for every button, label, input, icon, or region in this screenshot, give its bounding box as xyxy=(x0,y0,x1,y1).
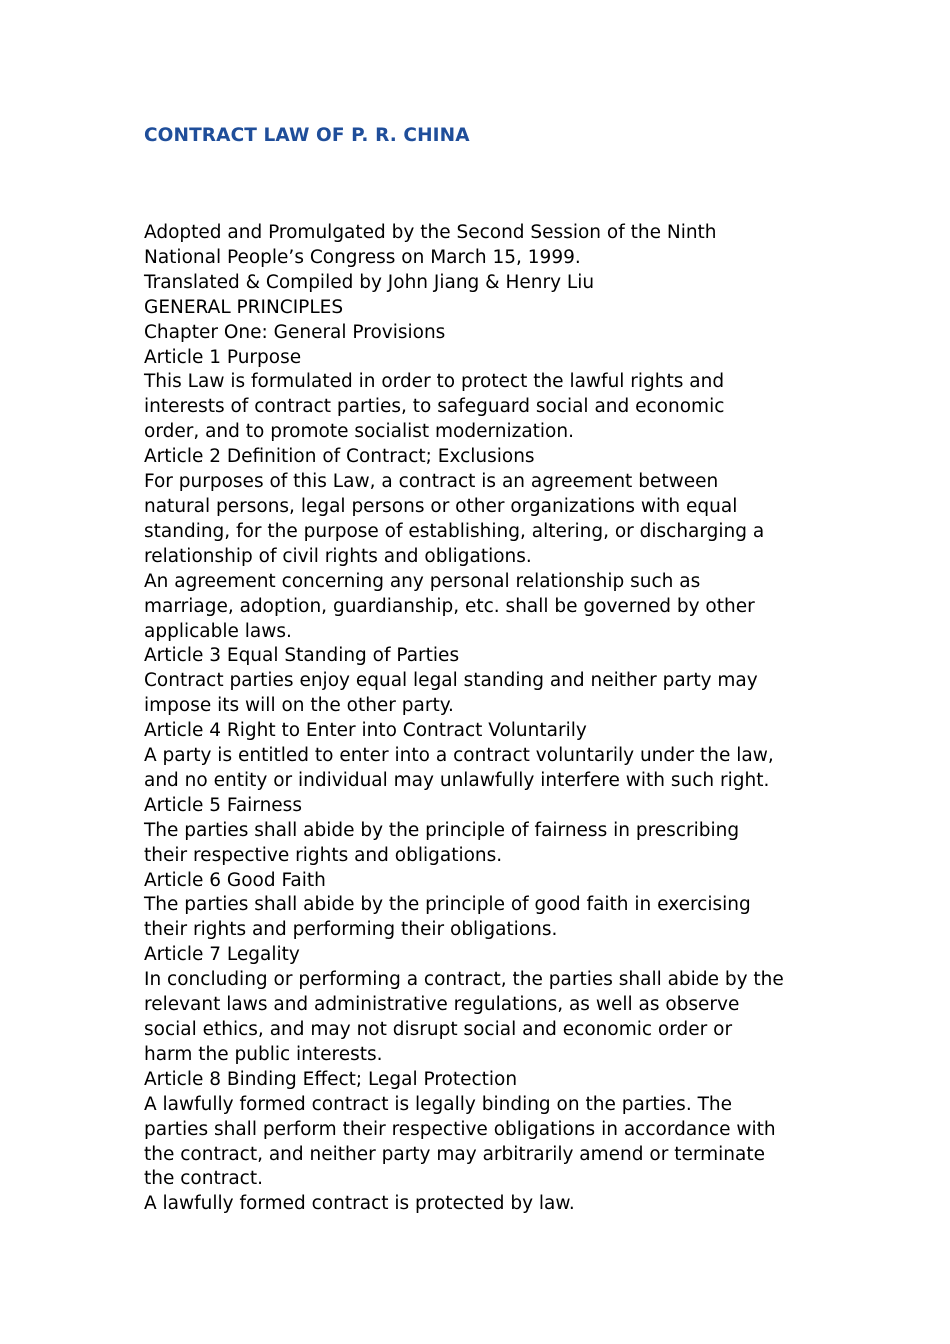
article-heading: Article 2 Definition of Contract; Exclusions xyxy=(144,446,535,468)
article-heading: Article 3 Equal Standing of Parties xyxy=(144,645,460,667)
text-line: This Law is formulated in order to protect the lawful rights and xyxy=(144,371,725,393)
text-line: relationship of civil rights and obligations. xyxy=(144,545,532,567)
text-line: relevant laws and administrative regulations, as well as observe xyxy=(144,994,740,1016)
chapter-heading: Chapter One: General Provisions xyxy=(144,321,446,343)
text-line: social ethics, and may not disrupt social and economic order or xyxy=(144,1019,733,1040)
section-heading: GENERAL PRINCIPLES xyxy=(144,296,344,318)
article-heading: Article 8 Binding Effect; Legal Protection xyxy=(144,1068,518,1090)
text-line: Contract parties enjoy equal legal standing and neither party may xyxy=(144,670,758,692)
text-line: parties shall perform their respective obligations in accordance with xyxy=(144,1118,776,1140)
text-line: standing, for the purpose of establishing, altering, or discharging a xyxy=(144,520,765,542)
article-heading: Article 5 Fairness xyxy=(144,794,302,816)
article-heading: Article 7 Legality xyxy=(144,944,300,966)
document-body xyxy=(144,221,824,1217)
text-line: their respective rights and obligations. xyxy=(144,844,503,866)
text-line: marriage, adoption, guardianship, etc. shall be governed by other xyxy=(144,595,755,617)
text-line: harm the public interests. xyxy=(144,1043,383,1065)
text-line: Translated & Compiled by John Jiang & Henry Liu xyxy=(144,271,595,293)
text-line: applicable laws. xyxy=(144,620,292,642)
text-line: Adopted and Promulgated by the Second Session of the Ninth xyxy=(144,222,717,243)
text-line: interests of contract parties, to safeguard social and economic xyxy=(144,396,725,418)
text-line: An agreement concerning any personal relationship such as xyxy=(144,570,701,592)
text-line: the contract. xyxy=(144,1168,263,1190)
text-line: impose its will on the other party. xyxy=(144,695,454,717)
article-heading: Article 1 Purpose xyxy=(144,346,302,368)
text-line: For purposes of this Law, a contract is an agreement between xyxy=(144,471,719,493)
article-heading: Article 4 Right to Enter into Contract Voluntarily xyxy=(144,720,587,742)
text-line: and no entity or individual may unlawfully interfere with such right. xyxy=(144,769,770,791)
text-line: National People’s Congress on March 15, 1999. xyxy=(144,246,581,268)
text-line: A party is entitled to enter into a contract voluntarily under the law, xyxy=(144,745,774,767)
article-heading: Article 6 Good Faith xyxy=(144,869,326,891)
text-line: The parties shall abide by the principle of good faith in exercising xyxy=(144,894,751,916)
text-line: The parties shall abide by the principle of fairness in prescribing xyxy=(144,819,740,841)
document-title: CONTRACT LAW OF P. R. CHINA xyxy=(144,125,470,146)
text-line: the contract, and neither party may arbitrarily amend or terminate xyxy=(144,1143,765,1165)
text-line: A lawfully formed contract is protected by law. xyxy=(144,1193,575,1215)
text-line: order, and to promote socialist modernization. xyxy=(144,421,574,443)
text-line: In concluding or performing a contract, the parties shall abide by the xyxy=(144,969,784,991)
text-line: natural persons, legal persons or other organizations with equal xyxy=(144,495,738,517)
text-line: A lawfully formed contract is legally binding on the parties. The xyxy=(144,1093,732,1115)
text-line: their rights and performing their obligations. xyxy=(144,919,558,941)
